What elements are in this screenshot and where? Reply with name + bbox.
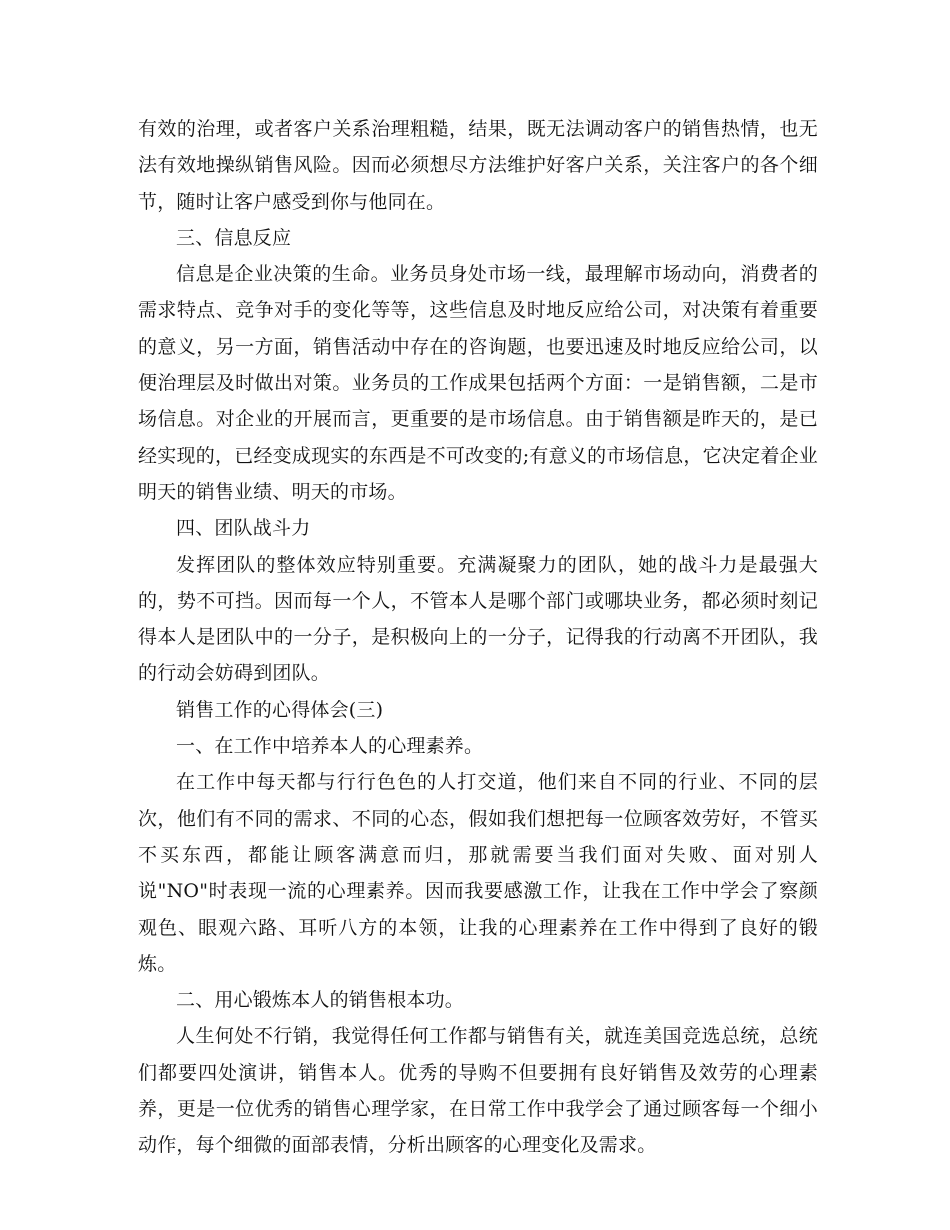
paragraph-team-strength: 发挥团队的整体效应特别重要。充满凝聚力的团队，她的战斗力是最强大的，势不可挡。因而每一个人，不管本人是哪个部门或哪块业务，都必须时刻记得本人是团队中的一分子，是积极向上的一分子，记得我的行动离不开团队，我的行动会妨碍到团队。 [138, 553, 818, 685]
section-heading-sales-fundamentals: 二、用心锻炼本人的销售根本功。 [176, 989, 465, 1012]
section-heading-psychological-quality: 一、在工作中培养本人的心理素养。 [176, 735, 484, 758]
document-body [138, 111, 818, 1164]
paragraph-continuation: 有效的治理，或者客户关系治理粗糙，结果，既无法调动客户的销售热情，也无法有效地操纵销售风险。因而必须想尽方法维护好客户关系，关注客户的各个细节，随时让客户感受到你与他同在。 [138, 118, 818, 213]
paragraph-psychological-quality: 在工作中每天都与行行色色的人打交道，他们来自不同的行业、不同的层次，他们有不同的需求、不同的心态，假如我们想把每一位顾客效劳好，不管买不买东西，都能让顾客满意而归，那就需要当我们面对失败、面对别人说"NO"时表现一流的心理素养。因而我要感激工作，让我在工作中学会了察颜观色、眼观六路、耳听八方的本领，让我的心理素养在工作中得到了良好的锻炼。 [138, 771, 818, 975]
section-heading-team-strength: 四、团队战斗力 [176, 517, 311, 540]
paragraph-info-feedback: 信息是企业决策的生命。业务员身处市场一线，最理解市场动向，消费者的需求特点、竞争对手的变化等等，这些信息及时地反应给公司，对决策有着重要的意义，另一方面，销售活动中存在的咨询题，也要迅速及时地反应给公司，以便治理层及时做出对策。业务员的工作成果包括两个方面：一是销售额，二是市场信息。对企业的开展而言，更重要的是市场信息。由于销售额是昨天的，是已经实现的，已经变成现实的东西是不可改变的;有意义的市场信息，它决定着企业明天的销售业绩、明天的市场。 [138, 263, 818, 503]
article-title-part-three: 销售工作的心得体会(三) [176, 698, 384, 721]
paragraph-sales-fundamentals: 人生何处不行销，我觉得任何工作都与销售有关，就连美国竞选总统，总统们都要四处演讲，销售本人。优秀的导购不但要拥有良好销售及效劳的心理素养，更是一位优秀的销售心理学家，在日常工作中我学会了通过顾客每一个细小动作，每个细微的面部表情，分析出顾客的心理变化及需求。 [138, 1025, 818, 1157]
section-heading-info-feedback: 三、信息反应 [176, 226, 292, 249]
